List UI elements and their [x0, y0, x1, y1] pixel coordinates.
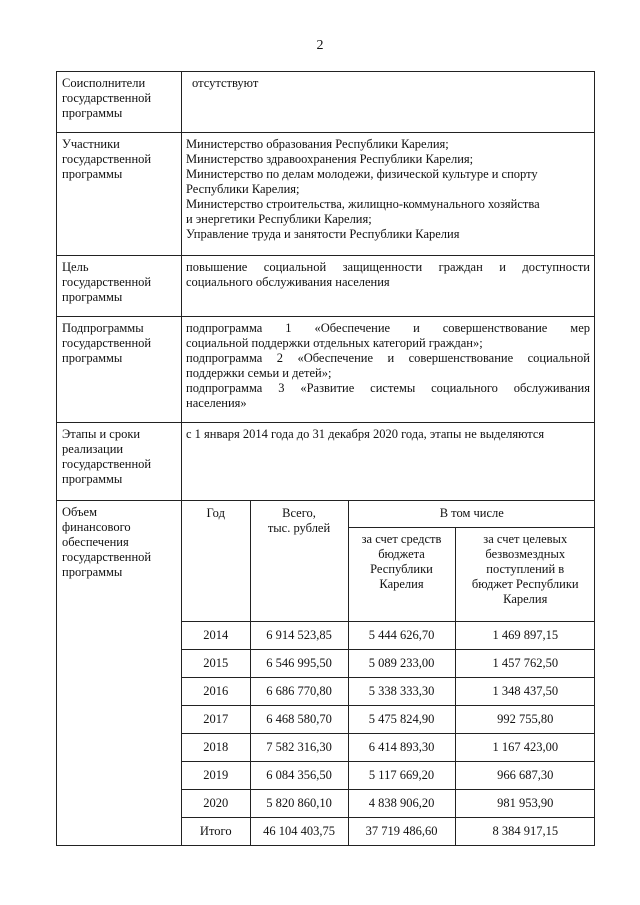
table-row-total: Итого 46 104 403,75 37 719 486,60 8 384 917,15 [182, 817, 595, 845]
row-subprograms [57, 317, 595, 423]
page-number: 2 [316, 38, 324, 53]
header-year: Год [182, 501, 250, 621]
table-row: 2019 6 084 356,50 5 117 669,20 966 687,30 [182, 761, 595, 789]
table-row: 2017 6 468 580,70 5 475 824,90 992 755,80 [182, 705, 595, 733]
funding-table [182, 501, 595, 845]
table-row: 2015 6 546 995,50 5 089 233,00 1 457 762,50 [182, 649, 595, 677]
header-grants: за счет целевых безвозмездных поступлений в бюджет Республики Карелия [455, 527, 595, 621]
row-funding-volume [57, 501, 595, 846]
row-participants [57, 133, 595, 256]
header-budget: за счет средств бюджета Республики Карелия [348, 527, 455, 621]
row-label: Соисполнители государственной программы [57, 72, 182, 133]
row-value: отсутствуют [182, 72, 595, 133]
row-value: подпрограмма 1 «Обеспечение и совершенствование мер социальной поддержки отдельных категорий граждан»; подпрограмма 2 «Обеспечение и совершенствование социальной поддержки семьи и детей»; подпрограмма 3 «Развитие системы социального обслуживания населения» [182, 317, 595, 423]
row-co-executors [57, 72, 595, 133]
row-label: Подпрограммы государственной программы [57, 317, 182, 423]
row-value: с 1 января 2014 года до 31 декабря 2020 года, этапы не выделяются [182, 423, 595, 501]
row-goal [57, 256, 595, 317]
row-value: повышение социальной защищенности граждан и доступности социального обслуживания населения [182, 256, 595, 317]
table-row: 2016 6 686 770,80 5 338 333,30 1 348 437,50 [182, 677, 595, 705]
header-total: Всего, тыс. рублей [250, 501, 348, 621]
table-row: 2018 7 582 316,30 6 414 893,30 1 167 423,00 [182, 733, 595, 761]
table-row: 2014 6 914 523,85 5 444 626,70 1 469 897,15 [182, 621, 595, 649]
row-label: Участники государственной программы [57, 133, 182, 256]
header-including: В том числе [348, 501, 595, 527]
funding-table-cell [182, 501, 595, 846]
row-value: Министерство образования Республики Карелия; Министерство здравоохранения Республики Карелия; Министерство по делам молодежи, физической культуре и спорту Республики Карелия; Министерство строительства, жилищно-коммунального хозяйства и энергетики Республики Карелия; Управление труда и занятости Республики Карелия [182, 133, 595, 256]
row-label: Этапы и сроки реализации государственной программы [57, 423, 182, 501]
funding-header-row [182, 501, 595, 527]
row-stages-and-terms [57, 423, 595, 501]
row-label: Цель государственной программы [57, 256, 182, 317]
table-row: 2020 5 820 860,10 4 838 906,20 981 953,90 [182, 789, 595, 817]
program-passport-table [56, 71, 595, 846]
row-label: Объем финансового обеспечения государственной программы [57, 501, 182, 846]
